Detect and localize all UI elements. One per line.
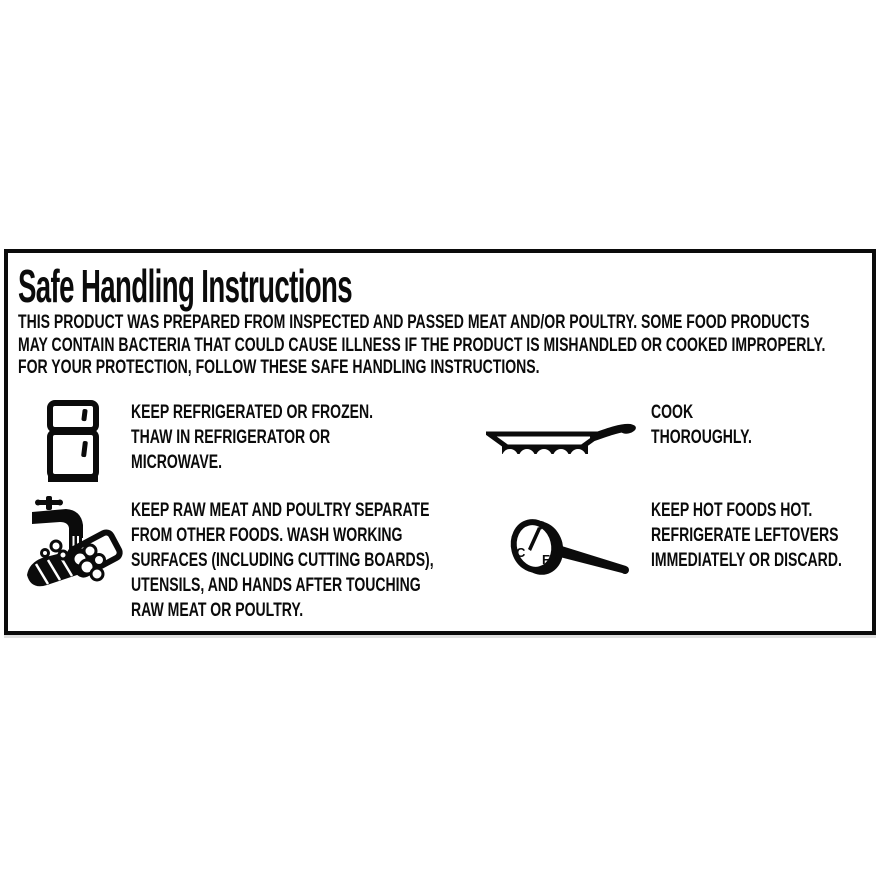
thermometer-c-mark: C bbox=[516, 545, 526, 560]
instruction-text-refrigerate bbox=[131, 400, 467, 475]
instruction-line: IMMEDIATELY OR DISCARD. bbox=[651, 549, 842, 571]
intro-line: THIS PRODUCT WAS PREPARED FROM INSPECTED AND PASSED MEAT AND/OR POULTRY. SOME FOOD PRODUCTS bbox=[18, 311, 810, 333]
refrigerator-icon bbox=[46, 400, 100, 484]
label-title bbox=[18, 260, 575, 312]
label-title-text: Safe Handling Instructions bbox=[18, 260, 353, 312]
instruction-line: KEEP REFRIGERATED OR FROZEN. bbox=[131, 401, 374, 423]
instruction-line: SURFACES (INCLUDING CUTTING BOARDS), bbox=[131, 549, 434, 571]
safe-handling-label bbox=[4, 249, 876, 635]
instruction-line: KEEP RAW MEAT AND POULTRY SEPARATE bbox=[131, 499, 430, 521]
instruction-text-hot-foods bbox=[651, 498, 884, 573]
instruction-line: THOROUGHLY. bbox=[651, 426, 752, 448]
instruction-line: REFRIGERATE LEFTOVERS bbox=[651, 524, 839, 546]
instruction-text-cook bbox=[651, 400, 791, 450]
thermometer-f-mark: F bbox=[542, 552, 550, 567]
instruction-line: RAW MEAT OR POULTRY. bbox=[131, 599, 304, 621]
intro-line: FOR YOUR PROTECTION, FOLLOW THESE SAFE HANDLING INSTRUCTIONS. bbox=[18, 356, 540, 378]
instruction-line: COOK bbox=[651, 401, 694, 423]
intro-line: MAY CONTAIN BACTERIA THAT COULD CAUSE ILLNESS IF THE PRODUCT IS MISHANDLED OR COOKED IMPROPERLY. bbox=[18, 333, 826, 356]
instruction-line: KEEP HOT FOODS HOT. bbox=[651, 499, 813, 521]
instruction-line: MICROWAVE. bbox=[131, 451, 223, 473]
instruction-line: FROM OTHER FOODS. WASH WORKING bbox=[131, 524, 403, 546]
frying-pan-icon bbox=[486, 423, 638, 467]
instruction-line: THAW IN REFRIGERATOR OR bbox=[131, 426, 331, 448]
intro-paragraph bbox=[18, 311, 884, 379]
instruction-line: UTENSILS, AND HANDS AFTER TOUCHING bbox=[131, 574, 421, 596]
hand-washing-icon bbox=[20, 496, 126, 594]
instruction-text-separate bbox=[131, 498, 551, 623]
thermometer-icon bbox=[506, 515, 632, 583]
